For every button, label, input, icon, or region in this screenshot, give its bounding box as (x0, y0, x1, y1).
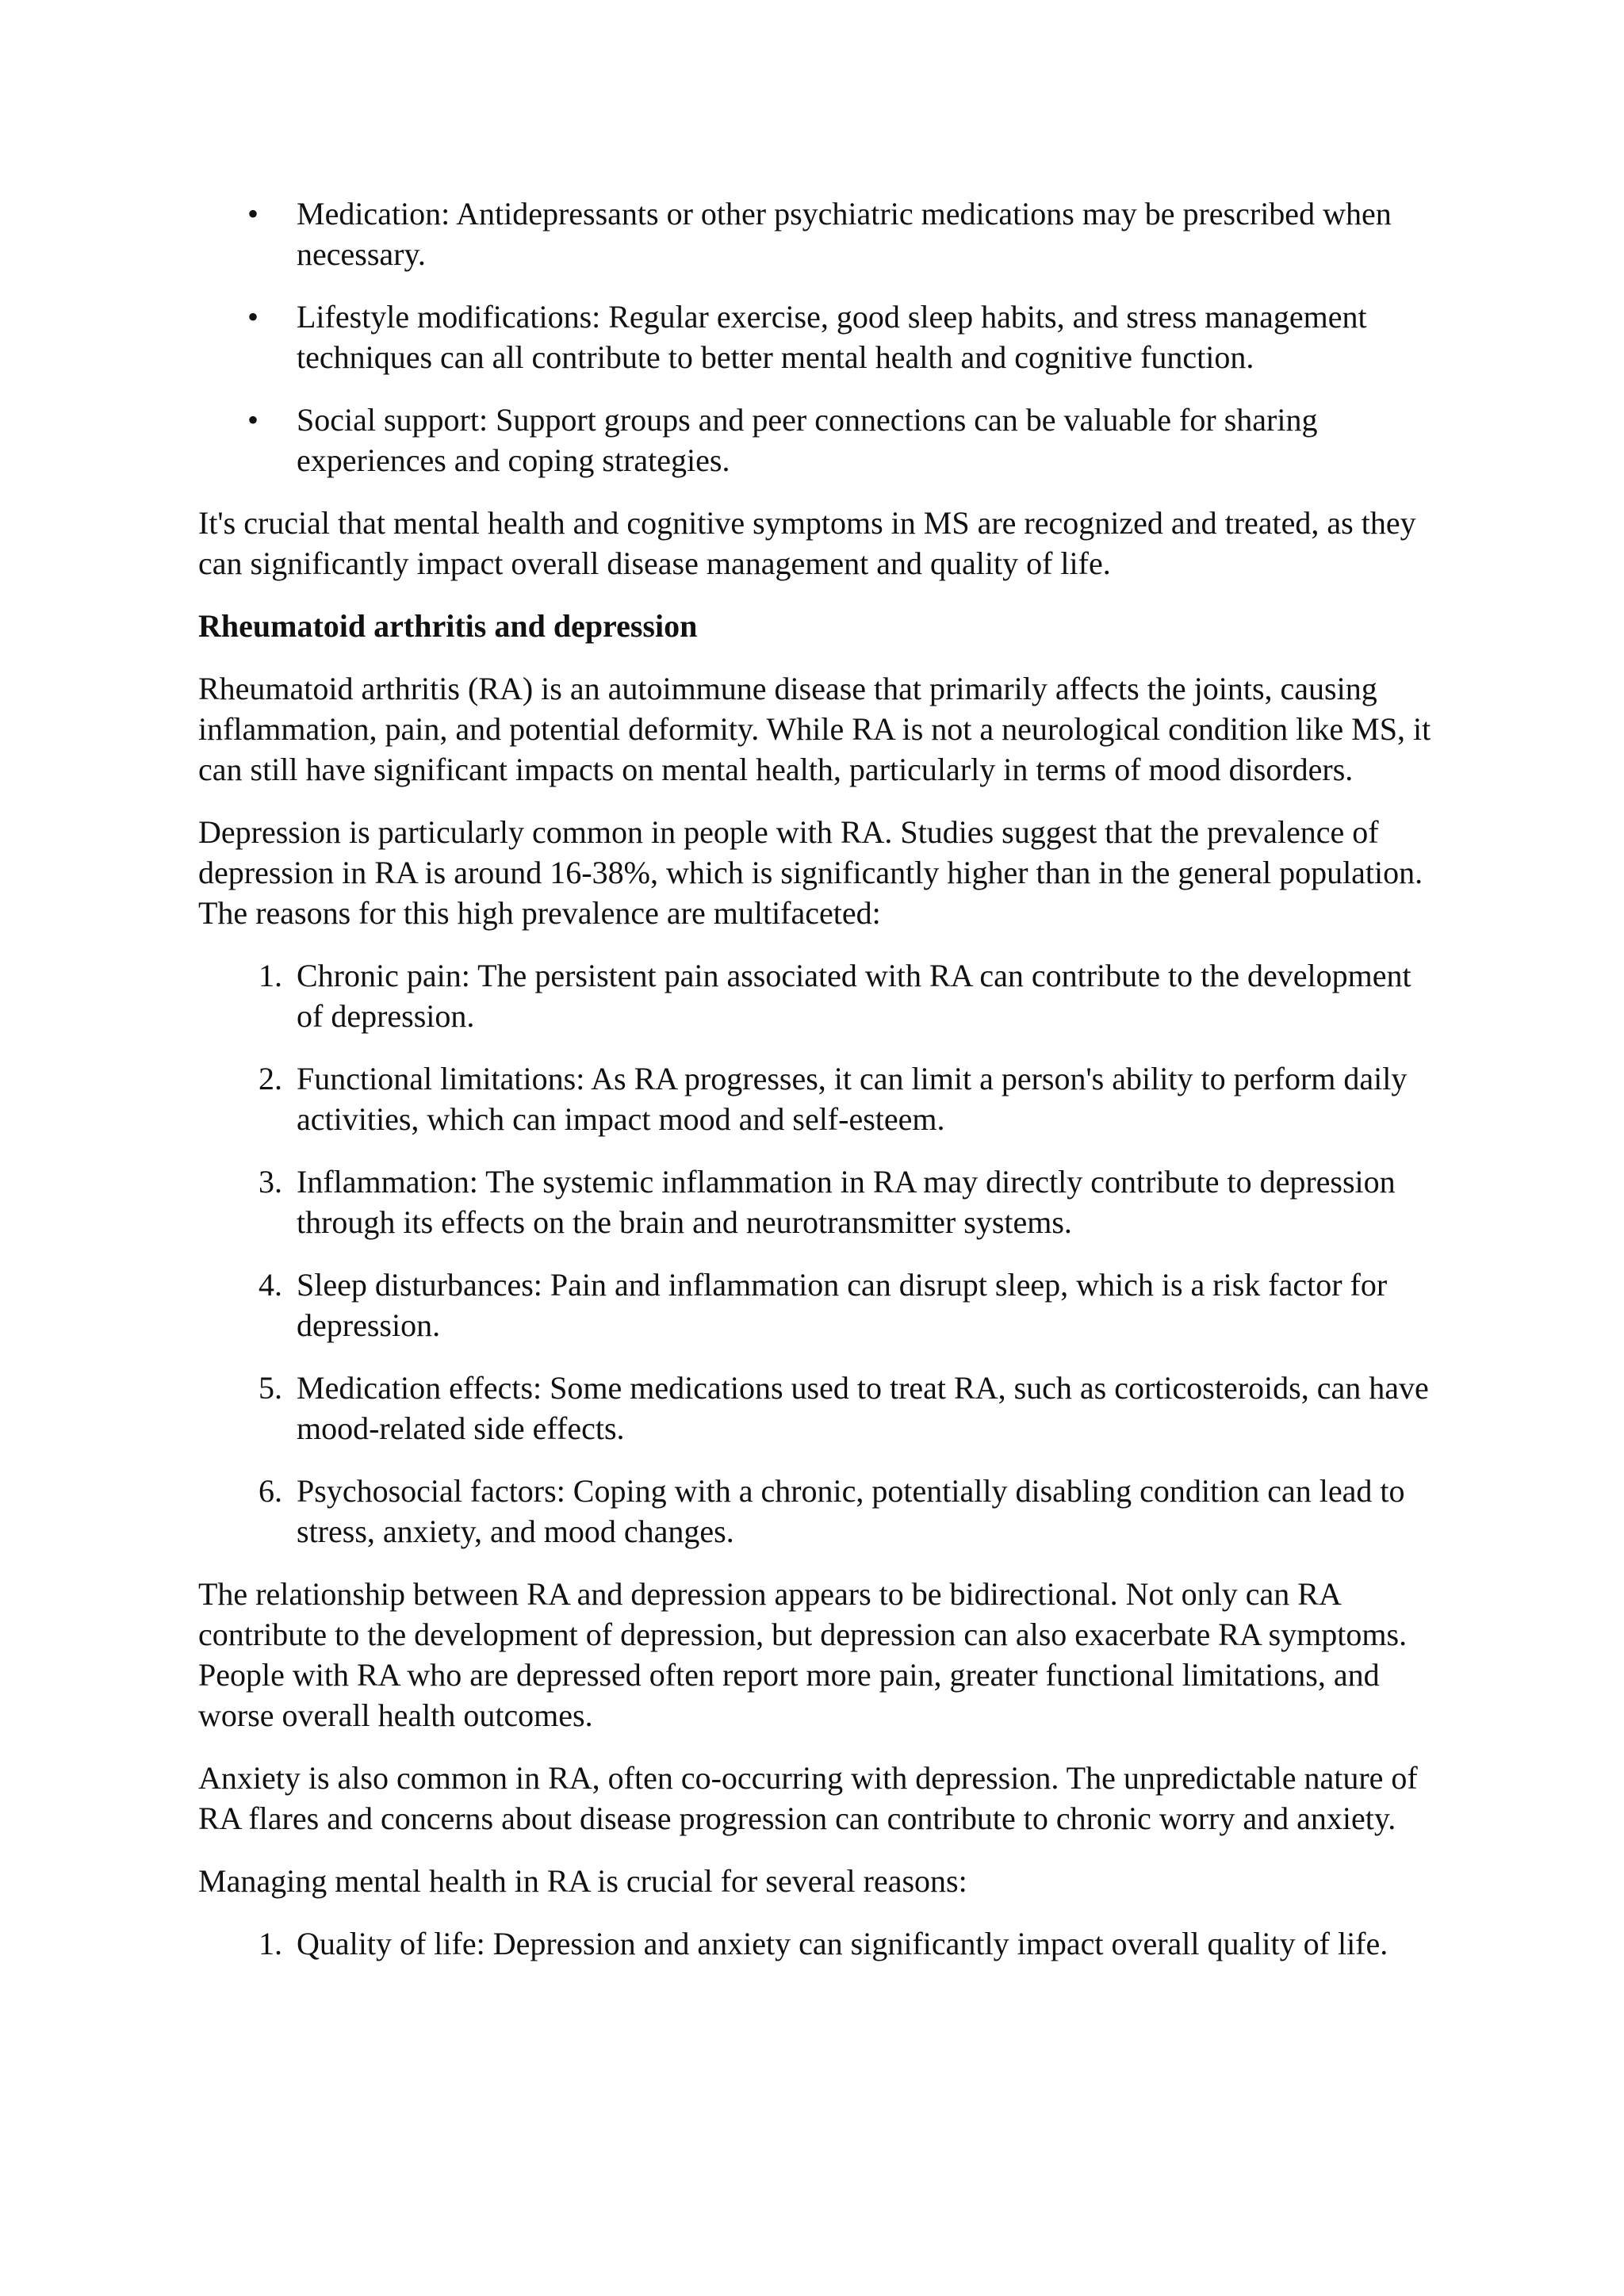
bullet-text: Social support: Support groups and peer connections can be valuable for sharing experiences and coping strategies. (297, 402, 1318, 478)
list-text: Functional limitations: As RA progresses, it can limit a person's ability to perform daily activities, which can impact mood and self-esteem. (297, 1061, 1408, 1137)
page-content (198, 193, 1443, 1986)
bullet-text: Medication: Antidepressants or other psychiatric medications may be prescribed when necessary. (297, 196, 1392, 272)
bullet-item (198, 297, 1443, 377)
list-item (198, 1471, 1443, 1552)
list-text: Psychosocial factors: Coping with a chronic, potentially disabling condition can lead to stress, anxiety, and mood changes. (297, 1473, 1405, 1549)
list-number: 5. (259, 1370, 282, 1406)
list-item (198, 1923, 1443, 1964)
list-number: 1. (259, 958, 282, 993)
section-heading: Rheumatoid arthritis and depression (198, 608, 698, 644)
list-number: 3. (259, 1164, 282, 1200)
bullet-item (198, 193, 1443, 274)
treatment-bullet-list (198, 193, 1443, 480)
paragraph-anxiety: Anxiety is also common in RA, often co-occurring with depression. The unpredictable nature of RA flares and concerns about disease progression can contribute to chronic worry and anxiety. (198, 1760, 1418, 1836)
list-number: 1. (259, 1926, 282, 1961)
paragraph-ms-summary: It's crucial that mental health and cognitive symptoms in MS are recognized and treated, as they can significantly impact overall disease management and quality of life. (198, 505, 1416, 581)
bullet-marker: • (247, 299, 259, 335)
paragraph-managing: Managing mental health in RA is crucial for several reasons: (198, 1863, 967, 1899)
list-number: 6. (259, 1473, 282, 1509)
list-item (198, 955, 1443, 1036)
list-number: 2. (259, 1061, 282, 1096)
bullet-marker: • (247, 196, 259, 232)
list-text: Quality of life: Depression and anxiety can significantly impact overall quality of life. (297, 1926, 1388, 1961)
bullet-marker: • (247, 402, 259, 438)
managing-numbered-list (198, 1923, 1443, 1964)
bullet-item (198, 400, 1443, 480)
list-item (198, 1368, 1443, 1448)
paragraph-ra-intro: Rheumatoid arthritis (RA) is an autoimmune disease that primarily affects the joints, causing inflammation, pain, and potential deformity. While RA is not a neurological condition like MS, it can still have significant impacts on mental health, particularly in terms of mood disorders. (198, 671, 1431, 787)
list-text: Medication effects: Some medications used to treat RA, such as corticosteroids, can have mood-related side effects. (297, 1370, 1429, 1446)
list-text: Sleep disturbances: Pain and inflammation can disrupt sleep, which is a risk factor for depression. (297, 1267, 1388, 1343)
paragraph-prevalence: Depression is particularly common in people with RA. Studies suggest that the prevalence of depression in RA is around 16-38%, which is significantly higher than in the general population. The reasons for this high prevalence are multifaceted: (198, 814, 1423, 931)
reasons-numbered-list (198, 955, 1443, 1552)
paragraph-bidirectional: The relationship between RA and depression appears to be bidirectional. Not only can RA contribute to the development of depression, but depression can also exacerbate RA symptoms. People with RA who are depressed often report more pain, greater functional limitations, and worse overall health outcomes. (198, 1576, 1408, 1733)
list-item (198, 1265, 1443, 1345)
bullet-text: Lifestyle modifications: Regular exercise, good sleep habits, and stress management techniques can all contribute to better mental health and cognitive function. (297, 299, 1367, 375)
list-text: Chronic pain: The persistent pain associated with RA can contribute to the development of depression. (297, 958, 1411, 1034)
list-number: 4. (259, 1267, 282, 1303)
list-item (198, 1161, 1443, 1242)
list-item (198, 1058, 1443, 1139)
list-text: Inflammation: The systemic inflammation in RA may directly contribute to depression through its effects on the brain and neurotransmitter systems. (297, 1164, 1396, 1240)
